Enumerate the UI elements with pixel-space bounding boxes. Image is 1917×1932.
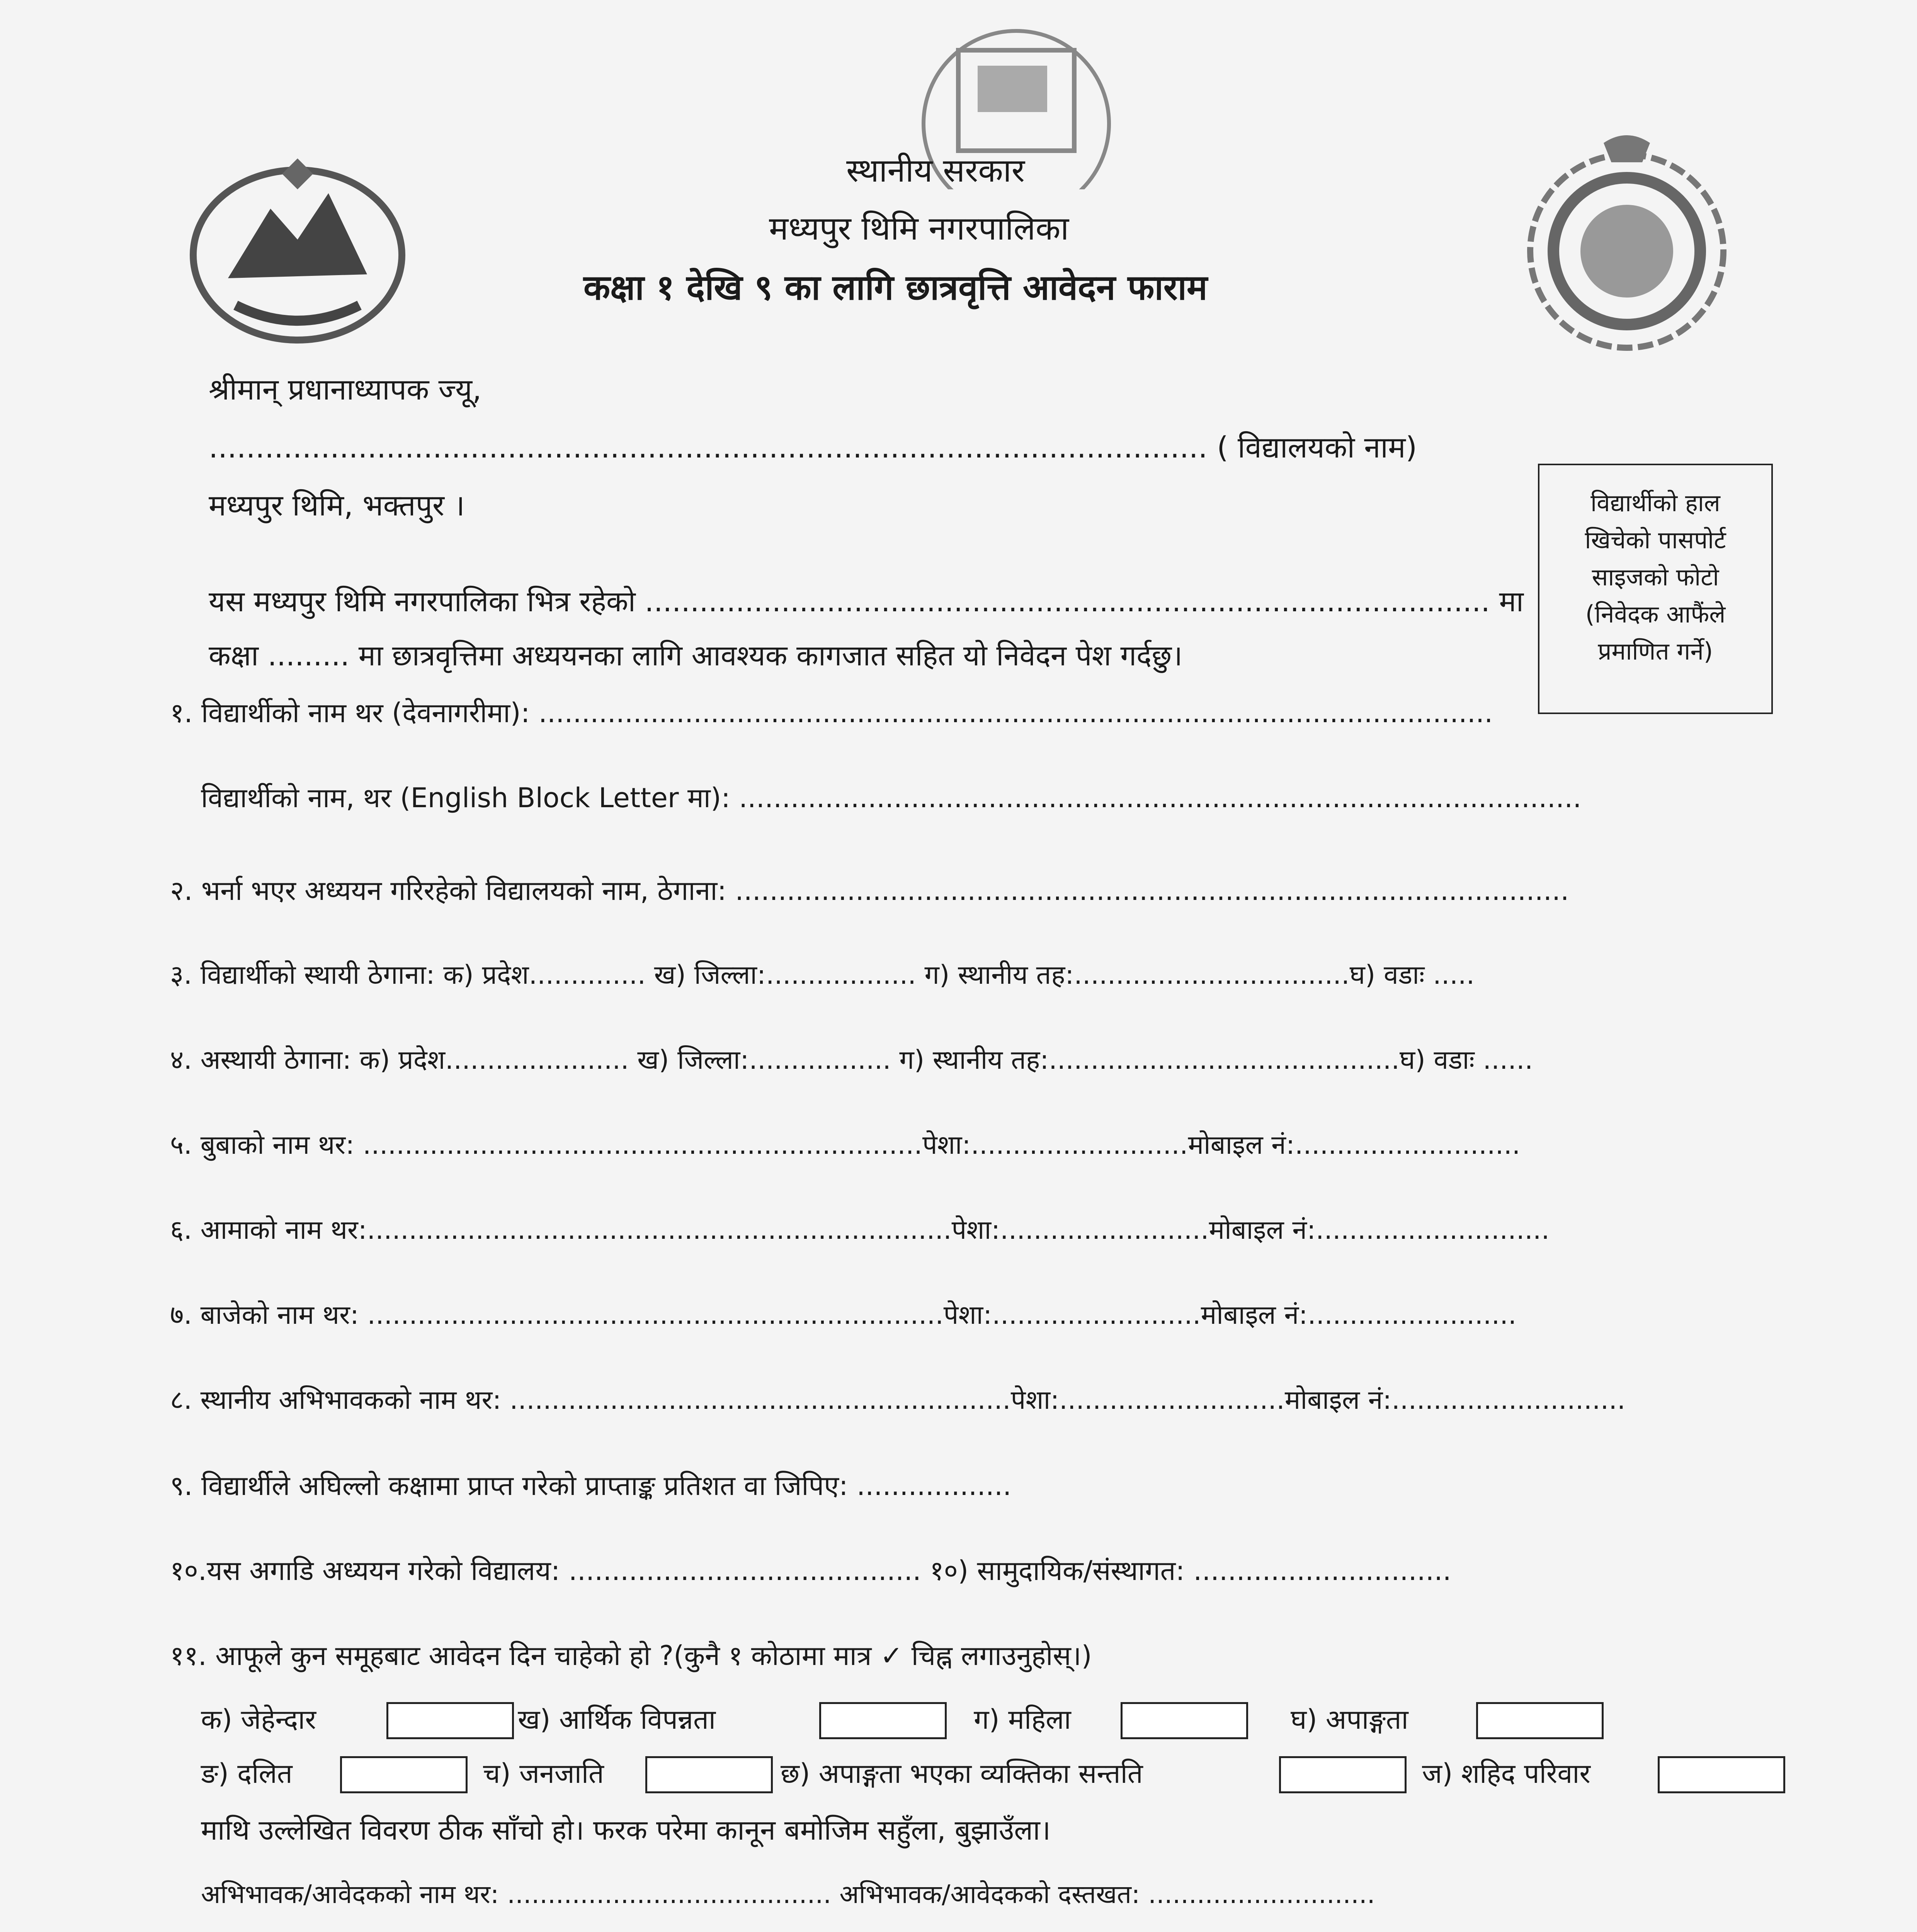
field-grandfather[interactable]: ७. बाजेको नाम थर: .....................................................................पेशा:.........................मोबाइल नं:.........................: [170, 1300, 1517, 1330]
checkbox-kha[interactable]: [819, 1702, 947, 1739]
field-mother[interactable]: ६. आमाको नाम थर:......................................................................पेशा:.........................मोबाइल नं:............................: [170, 1215, 1550, 1245]
field-previous-gpa[interactable]: ९. विद्यार्थीले अघिल्लो कक्षामा प्राप्त गरेको प्राप्ताङ्क प्रतिशत वा जिपिए: ..................: [170, 1470, 1012, 1502]
school-name-line[interactable]: ........................................................................................................... ( विद्यालयको नाम): [209, 430, 1417, 464]
form-title: कक्षा १ देखि ९ का लागि छात्रवृत्ति आवेदन फाराम: [583, 267, 1208, 308]
gov-title: स्थानीय सरकार: [846, 151, 1025, 189]
group-label-ka: क) जेहेन्दार: [201, 1704, 316, 1735]
field-school-address[interactable]: २. भर्ना भएर अध्ययन गरिरहेको विद्यालयको नाम, ठेगाना: .................................................................................................: [170, 875, 1569, 906]
photo-line: विद्यार्थीको हाल: [1590, 489, 1720, 517]
field-student-name-dev[interactable]: १. विद्यार्थीको नाम थर (देवनागरीमा): ...............................................................................................................: [170, 697, 1493, 729]
checkbox-ka[interactable]: [386, 1702, 514, 1739]
group-label-ja: ज) शहिद परिवार: [1422, 1758, 1591, 1789]
field-permanent-address[interactable]: ३. विद्यार्थीको स्थायी ठेगाना: क) प्रदेश.............. ख) जिल्ला:.................. ग) स्थानीय तह:.................................घ) वडाः .....: [170, 960, 1475, 990]
field-local-guardian[interactable]: ८. स्थानीय अभिभावकको नाम थर: ............................................................पेशा:...........................मोबाइल नं:............................: [170, 1385, 1626, 1415]
place-line: मध्यपुर थिमि, भक्तपुर ।: [209, 488, 465, 522]
group-label-cha: च) जनजाति: [483, 1758, 604, 1789]
group-label-ga: ग) महिला: [974, 1704, 1071, 1735]
group-label-chha: छ) अपाङ्गता भएका व्यक्तिका सन्तति: [781, 1758, 1143, 1789]
field-student-name-eng[interactable]: विद्यार्थीको नाम, थर (English Block Letter मा): ..................................................................................................: [201, 782, 1582, 814]
photo-line: प्रमाणित गर्ने): [1598, 637, 1713, 666]
checkbox-gha[interactable]: [1476, 1702, 1604, 1739]
declaration: माथि उल्लेखित विवरण ठीक साँचो हो। फरक परेमा कानून बमोजिम सहुँला, बुझाउँला।: [201, 1814, 1051, 1846]
checkbox-nga[interactable]: [340, 1756, 468, 1793]
group-label-gha: घ) अपाङ्गता: [1291, 1704, 1408, 1735]
checkbox-ja[interactable]: [1658, 1756, 1785, 1793]
photo-line: (निवेदक आफैंले: [1585, 600, 1726, 629]
group-label-kha: ख) आर्थिक विपन्नता: [518, 1704, 716, 1735]
municipality-logo-icon: [1519, 128, 1735, 359]
photo-line: साइजको फोटो: [1592, 563, 1719, 592]
nepal-emblem-icon: [182, 151, 413, 352]
checkbox-chha[interactable]: [1279, 1756, 1407, 1793]
field-father[interactable]: ५. बुबाको नाम थर: ...................................................................पेशा:..........................मोबाइल नं:...........................: [170, 1130, 1521, 1160]
field-temporary-address[interactable]: ४. अस्थायी ठेगाना: क) प्रदेश...................... ख) जिल्ला:................. ग) स्थानीय तह:..........................................घ) वडाः ......: [170, 1045, 1533, 1075]
intro-line-1: यस मध्यपुर थिमि नगरपालिका भित्र रहेको ............................................................................................. मा: [209, 585, 1524, 618]
salutation: श्रीमान् प्रधानाध्यापक ज्यू,: [209, 372, 482, 406]
guardian-line[interactable]: अभिभावक/आवेदकको नाम थर: ........................................ अभिभावक/आवेदकको दस्तखत: ............................: [201, 1879, 1375, 1909]
group-label-nga: ङ) दलित: [201, 1758, 293, 1789]
municipality-name: मध्यपुर थिमि नगरपालिका: [769, 209, 1069, 247]
field-previous-school[interactable]: १०.यस अगाडि अध्ययन गरेको विद्यालय: ......................................... १०) सामुदायिक/संस्थागत: ..............................: [170, 1555, 1451, 1587]
checkbox-cha[interactable]: [645, 1756, 773, 1793]
photo-box[interactable]: [1538, 464, 1773, 714]
checkbox-ga[interactable]: [1121, 1702, 1248, 1739]
intro-line-2: कक्षा ......... मा छात्रवृत्तिमा अध्ययनका लागि आवश्यक कागजात सहित यो निवेदन पेश गर्दछु।: [209, 639, 1183, 672]
field-group-question: ११. आफूले कुन समूहबाट आवेदन दिन चाहेको हो ?(कुनै १ कोठामा मात्र ✓ चिह्न लगाउनुहोस्।): [170, 1640, 1092, 1672]
photo-line: खिचेको पासपोर्ट: [1585, 526, 1726, 554]
